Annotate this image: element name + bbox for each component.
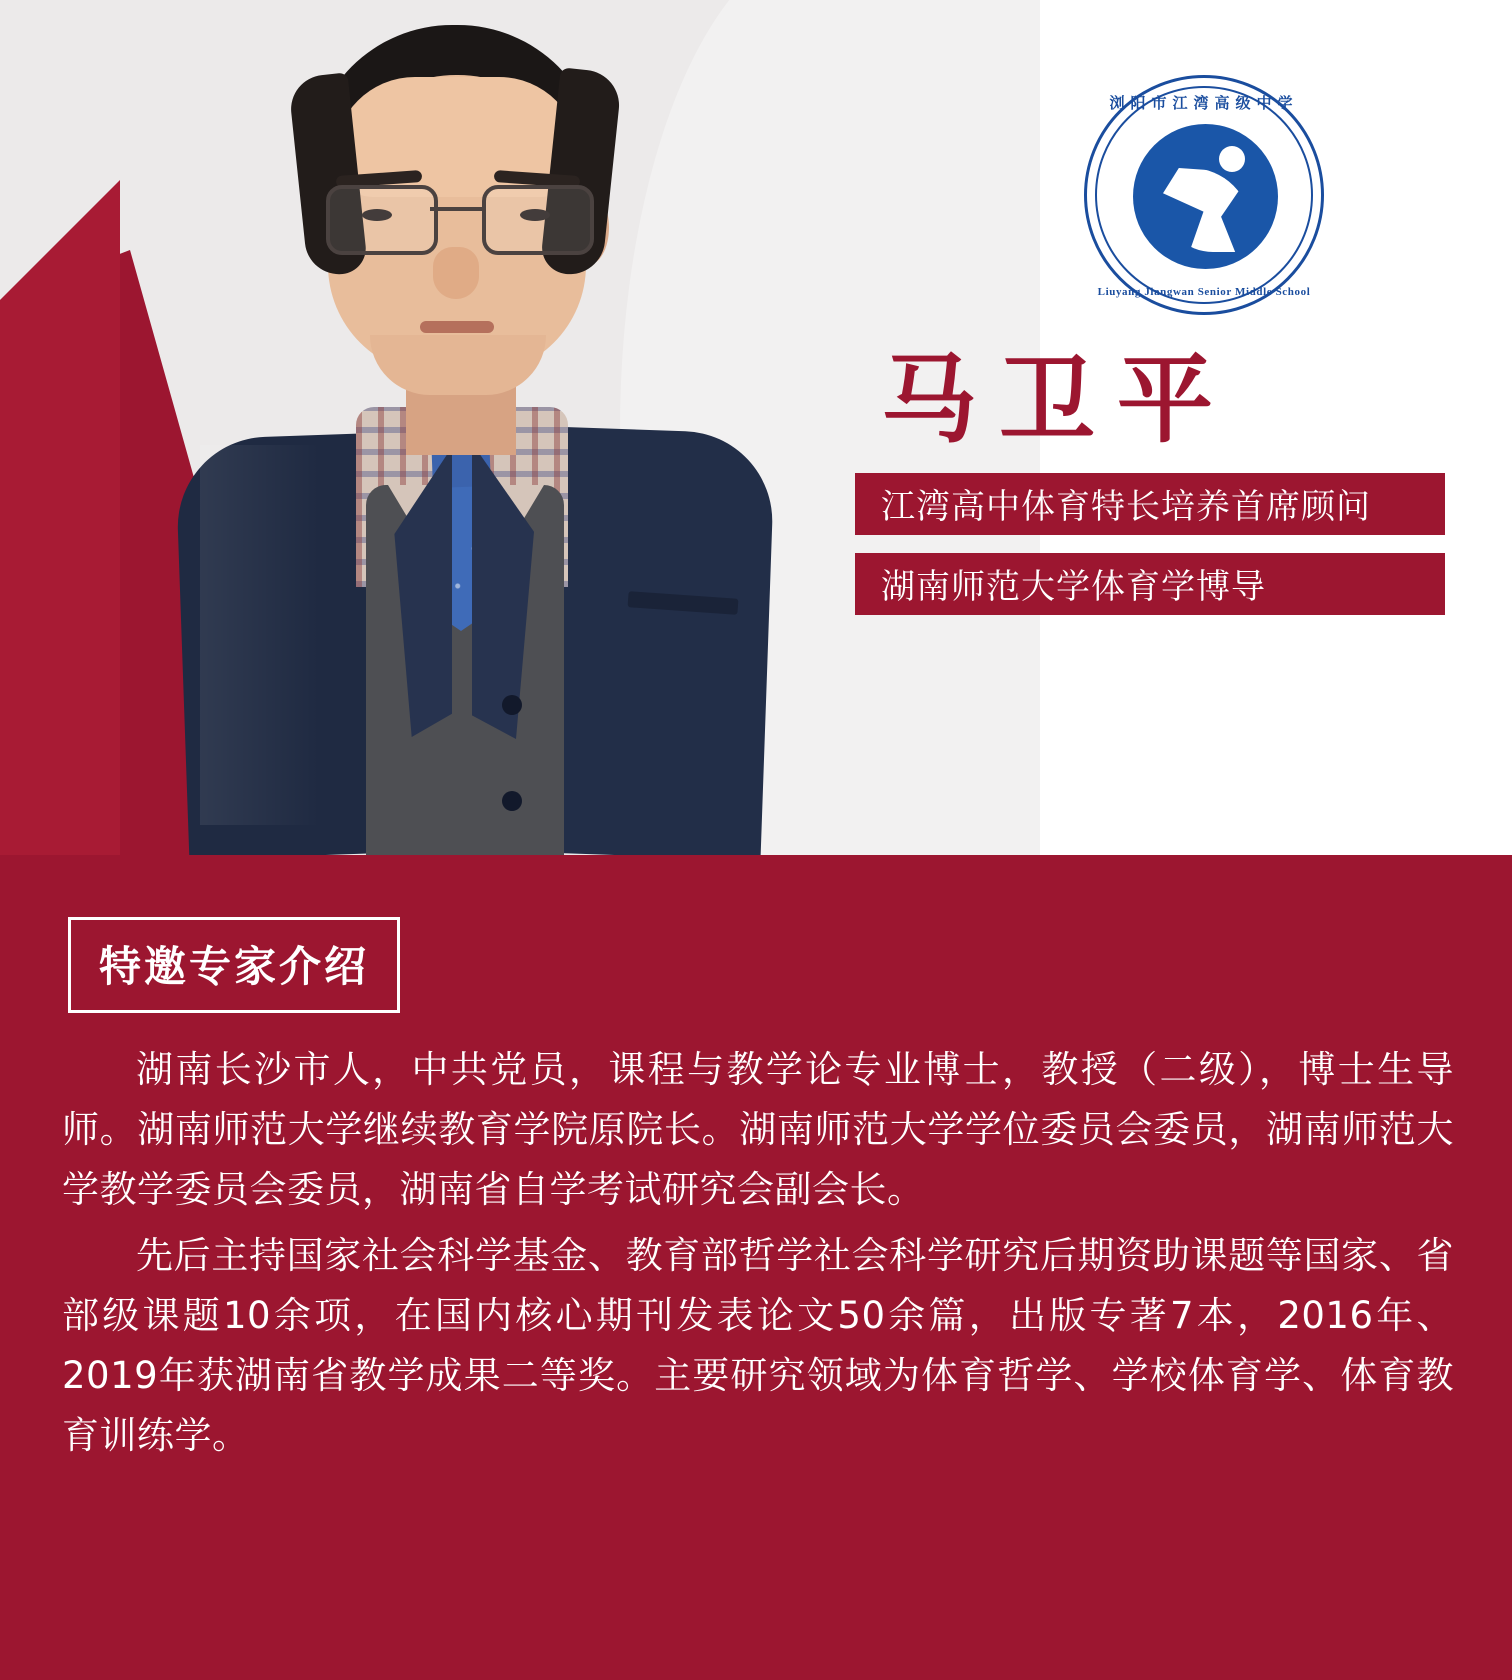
expert-title-primary: 江湾高中体育特长培养首席顾问 xyxy=(855,473,1445,535)
emblem-figure-head-icon xyxy=(1219,146,1245,172)
expert-name: 马卫平 xyxy=(881,343,1235,456)
expert-info-panel xyxy=(860,0,1512,855)
suit-button xyxy=(502,791,522,811)
introduction-body xyxy=(62,1040,1454,1472)
glasses-lens-right xyxy=(482,185,594,255)
portrait-figure xyxy=(120,15,840,855)
chin xyxy=(370,335,546,395)
glasses-bridge xyxy=(430,207,486,211)
section-title-badge: 特邀专家介绍 xyxy=(68,917,400,1013)
name-block xyxy=(855,343,1495,615)
introduction-paragraph: 先后主持国家社会科学基金、教育部哲学社会科学研究后期资助课题等国家、省部级课题10余项，在国内核心期刊发表论文50余篇，出版专著7本，2016年、2019年获湖南省教学成果二等奖。主要研究领域为体育哲学、学校体育学、体育教育训练学。 xyxy=(62,1233,1454,1457)
emblem-top-text: 浏阳市江湾高级中学 xyxy=(1109,96,1299,112)
suit-button xyxy=(502,695,522,715)
portrait-photo xyxy=(120,0,840,855)
introduction-paragraph: 湖南长沙市人，中共党员，课程与教学论专业博士，教授（二级），博士生导师。湖南师范大学继续教育学院原院长。湖南师范大学学位委员会委员，湖南师范大学教学委员会委员，湖南省自学考试研究会副会长。 xyxy=(62,1048,1454,1211)
introduction-section xyxy=(0,855,1512,1680)
emblem-core xyxy=(1133,124,1278,269)
nose xyxy=(433,247,479,299)
expert-title-secondary: 湖南师范大学体育学博导 xyxy=(855,553,1445,615)
school-emblem-icon xyxy=(1084,75,1324,315)
emblem-figure-icon xyxy=(1163,168,1251,252)
suit-highlight xyxy=(200,445,320,825)
emblem-bottom-text: Liuyang Jiangwan Senior Middle School xyxy=(1097,286,1311,298)
mouth xyxy=(420,321,494,333)
glasses-lens-left xyxy=(326,185,438,255)
